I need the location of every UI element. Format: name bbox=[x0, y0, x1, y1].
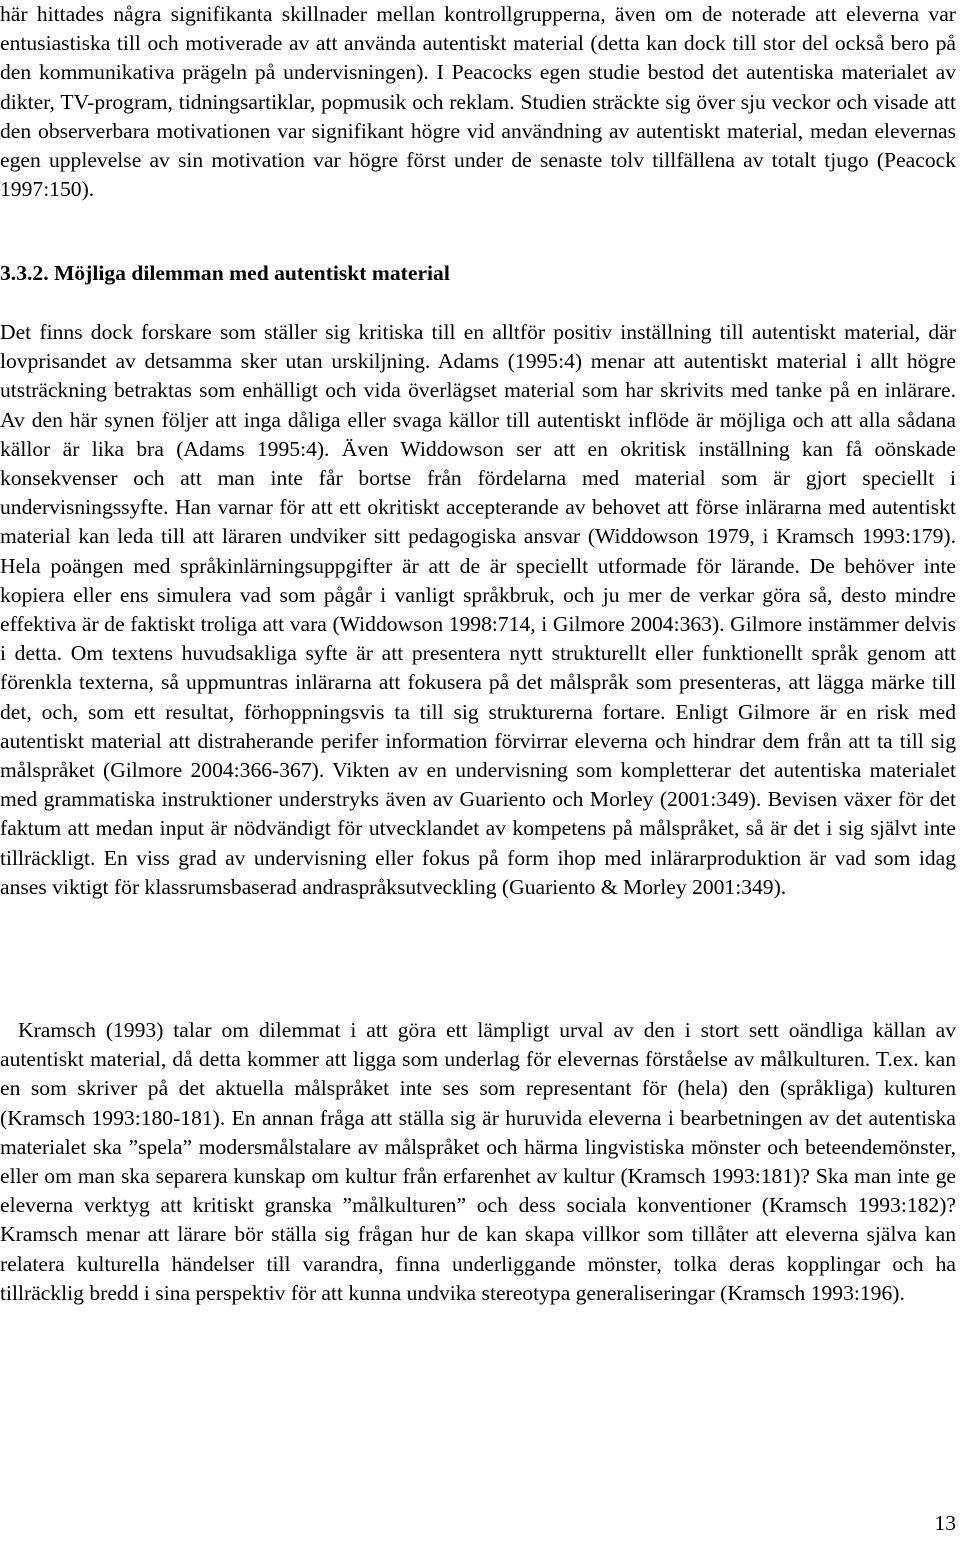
body-paragraph-1: här hittades några signifikanta skillnader mellan kontrollgrupperna, även om de noterade att eleverna var entusiastiska till och motiverade av att använda autentiskt material (detta kan dock till stor del också bero på den kommunikativa prägeln på undervisningen). I Peacocks egen studie bestod det autentiska materialet av dikter, TV-program, tidningsartiklar, popmusik och reklam. Studien sträckte sig över sju veckor och visade att den observerbara motivationen var signifikant högre vid användning av autentiskt material, medan elevernas egen upplevelse av sin motivation var högre först under de senaste tolv tillfällena av totalt tjugo (Peacock 1997:150). bbox=[0, 2, 956, 202]
body-paragraph-3: Kramsch (1993) talar om dilemmat i att göra ett lämpligt urval av den i stort sett oändliga källan av autentiskt material, då detta kommer att ligga som underlag för elevernas förståelse av målkulturen. T.ex. kan en som skriver på det aktuella målspråket inte ses som representant för (hela) den (språkliga) kulturen (Kramsch 1993:180-181). En annan fråga att ställa sig är huruvida eleverna i bearbetningen av det autentiska materialet ska ”spela” modersmålstalare av målspråket och härma lingvistiska mönster och beteendemönster, eller om man ska separera kunskap om kultur från erfarenhet av kultur (Kramsch 1993:181)? Ska man inte ge eleverna verktyg att kritiskt granska ”målkulturen” och dess sociala konventioner (Kramsch 1993:182)? Kramsch menar att lärare bör ställa sig frågan hur de kan skapa villkor som tillåter att eleverna själva kan relatera kulturella händelser till varandra, finna underliggande mönster, tolka deras kopplingar och ha tillräcklig bredd i sina perspektiv för att kunna undvika stereotypa generaliseringar (Kramsch 1993:196). bbox=[0, 1018, 956, 1305]
page-number: 13 bbox=[934, 1511, 956, 1535]
section-heading: 3.3.2. Möjliga dilemman med autentiskt material bbox=[0, 261, 450, 285]
body-paragraph-2: Det finns dock forskare som ställer sig kritiska till en alltför positiv inställning till autentiskt material, där lovprisandet av detsamma sker utan urskiljning. Adams (1995:4) menar att autentiskt material i allt högre utsträckning betraktas som enhälligt och vida överlägset material som har skrivits med tanke på en inlärare. Av den här synen följer att inga dåliga eller svaga källor till autentiskt inflöde är möjliga och att alla sådana källor är lika bra (Adams 1995:4). Även Widdowson ser att en okritisk inställning kan få oönskade konsekvenser och att man inte får bortse från fördelarna med material som är gjort speciellt i undervisningssyfte. Han varnar för att ett okritiskt accepterande av behovet att förse inlärarna med autentiskt material kan leda till att läraren undviker sitt pedagogiska ansvar (Widdowson 1979, i Kramsch 1993:179). Hela poängen med språkinlärningsuppgifter är att de är speciellt utformade för lärande. De behöver inte kopiera eller ens simulera vad som pågår i vanligt språkbruk, och ju mer de verkar göra så, desto mindre effektiva är de faktiskt troliga att vara (Widdowson 1998:714, i Gilmore 2004:363). Gilmore instämmer delvis i detta. Om textens huvudsakliga syfte är att presentera nytt strukturellt eller funktionellt språk genom att förenkla texterna, så uppmuntras inlärarna att fokusera på det målspråk som presenteras, att lägga märke till det, och, som ett resultat, förhoppningsvis ta till sig strukturerna fortare. Enligt Gilmore är en risk med autentiskt material att distraherande perifer information förvirrar eleverna och hindrar dem från att ta till sig målspråket (Gilmore 2004:366-367). Vikten av en undervisning som kompletterar det autentiska materialet med grammatiska instruktioner understryks även av Guariento och Morley (2001:349). Bevisen växer för det faktum att medan input är nödvändigt för utvecklandet av kompetens på målspråket, så är det i sig självt inte tillräckligt. En viss grad av undervisning eller fokus på form ihop med inlärarproduktion är vad som idag anses viktigt för klassrumsbaserad andraspråksutveckling (Guariento & Morley 2001:349). bbox=[0, 320, 956, 899]
